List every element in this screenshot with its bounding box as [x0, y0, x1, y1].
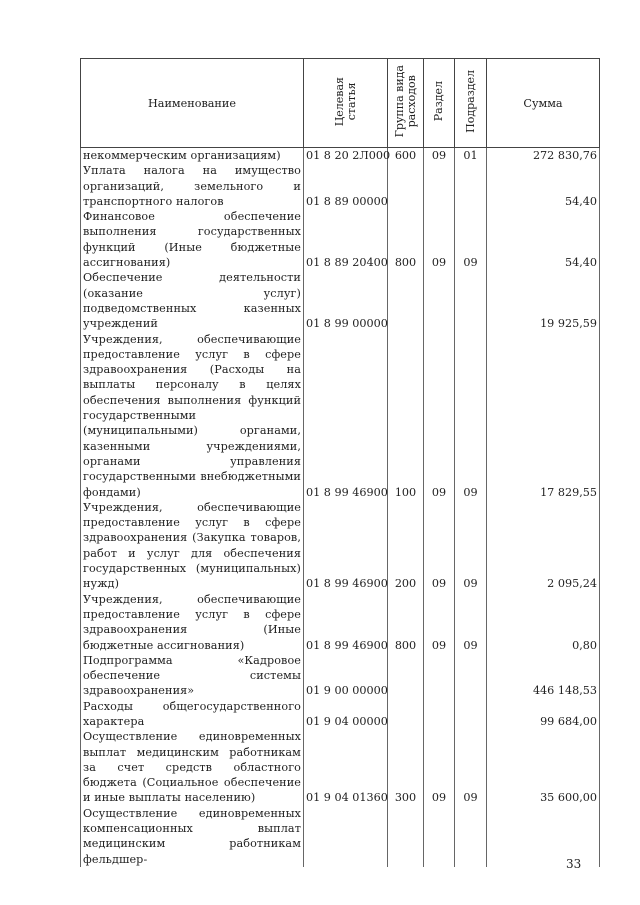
- header-row: [81, 59, 600, 148]
- row-sum: 17 829,55: [487, 332, 600, 500]
- table-row: [81, 653, 600, 699]
- row-section: [424, 653, 455, 699]
- page-number: 33: [566, 857, 582, 871]
- row-sum: 2 095,24: [487, 500, 600, 592]
- row-group: 100: [388, 332, 424, 500]
- row-target: 01 9 04 00000: [304, 699, 388, 730]
- row-target: 01 8 89 20400: [304, 209, 388, 270]
- row-target: 01 9 04 01360: [304, 729, 388, 805]
- row-group: [388, 270, 424, 331]
- row-subsection: 09: [455, 332, 487, 500]
- header-group: Группа вида расходов: [388, 59, 424, 148]
- row-target: 01 8 99 46900: [304, 332, 388, 500]
- row-group: [388, 163, 424, 209]
- row-subsection: 09: [455, 209, 487, 270]
- row-group: 300: [388, 729, 424, 805]
- row-target: 01 8 20 2Л000: [304, 148, 388, 164]
- header-name: Наименование: [81, 59, 304, 148]
- row-name: Учреждения, обеспечивающие предоставление услуг в сфере здравоохранения (Закупка товаров, работ и услуг для обеспечения государственных (муниципальных) нужд): [81, 500, 304, 592]
- header-subsection: Подраздел: [455, 59, 487, 148]
- row-subsection: [455, 653, 487, 699]
- row-section: [424, 806, 455, 867]
- row-sum: 54,40: [487, 209, 600, 270]
- header-section: Раздел: [424, 59, 455, 148]
- table-row: [81, 500, 600, 592]
- row-section: [424, 163, 455, 209]
- row-name: Осуществление единовременных выплат медицинским работникам за счет средств областного бюджета (Социальное обеспечение и иные выплаты населению): [81, 729, 304, 805]
- row-name: Учреждения, обеспечивающие предоставление услуг в сфере здравоохранения (Расходы на выплаты персоналу в целях обеспечения выполнения функций государственными (муниципальными) органами, казенными учреждениями, органами управления государственными внебюджетными фондами): [81, 332, 304, 500]
- row-name: Подпрограмма «Кадровое обеспечение системы здравоохранения»: [81, 653, 304, 699]
- table-row: [81, 699, 600, 730]
- row-sum: [487, 806, 600, 867]
- row-subsection: 09: [455, 592, 487, 653]
- row-sum: 54,40: [487, 163, 600, 209]
- row-section: [424, 699, 455, 730]
- table-row: [81, 592, 600, 653]
- row-target: 01 8 99 46900: [304, 592, 388, 653]
- row-group: 800: [388, 209, 424, 270]
- row-sum: 446 148,53: [487, 653, 600, 699]
- row-group: 600: [388, 148, 424, 164]
- row-name: Расходы общегосударственного характера: [81, 699, 304, 730]
- header-target: Целевая статья: [304, 59, 388, 148]
- row-subsection: [455, 806, 487, 867]
- row-group: [388, 699, 424, 730]
- row-sum: 19 925,59: [487, 270, 600, 331]
- row-group: 800: [388, 592, 424, 653]
- row-target: 01 8 99 00000: [304, 270, 388, 331]
- row-group: [388, 653, 424, 699]
- row-sum: 0,80: [487, 592, 600, 653]
- row-section: 09: [424, 209, 455, 270]
- row-section: 09: [424, 148, 455, 164]
- row-name: Уплата налога на имущество организаций, земельного и транспортного налогов: [81, 163, 304, 209]
- table-row: [81, 729, 600, 805]
- row-section: [424, 270, 455, 331]
- row-target: [304, 806, 388, 867]
- row-name: Финансовое обеспечение выполнения государственных функций (Иные бюджетные ассигнования): [81, 209, 304, 270]
- table-row: [81, 332, 600, 500]
- row-sum: 272 830,76: [487, 148, 600, 164]
- row-section: 09: [424, 592, 455, 653]
- row-name: Осуществление единовременных компенсационных выплат медицинским работникам фельдшер-: [81, 806, 304, 867]
- row-name: некоммерческим организациям): [81, 148, 304, 164]
- row-section: 09: [424, 332, 455, 500]
- row-group: 200: [388, 500, 424, 592]
- row-target: 01 9 00 00000: [304, 653, 388, 699]
- row-group: [388, 806, 424, 867]
- table-row: [81, 270, 600, 331]
- row-subsection: 09: [455, 729, 487, 805]
- header-sum: Сумма: [487, 59, 600, 148]
- row-subsection: 09: [455, 500, 487, 592]
- row-subsection: [455, 270, 487, 331]
- row-name: Учреждения, обеспечивающие предоставление услуг в сфере здравоохранения (Иные бюджетные ассигнования): [81, 592, 304, 653]
- budget-table: [80, 58, 600, 867]
- row-subsection: [455, 163, 487, 209]
- table-row: [81, 209, 600, 270]
- row-section: 09: [424, 729, 455, 805]
- row-name: Обеспечение деятельности (оказание услуг) подведомственных казенных учреждений: [81, 270, 304, 331]
- row-subsection: [455, 699, 487, 730]
- table-row: [81, 148, 600, 164]
- table-row: [81, 163, 600, 209]
- row-sum: 99 684,00: [487, 699, 600, 730]
- row-section: 09: [424, 500, 455, 592]
- row-subsection: 01: [455, 148, 487, 164]
- row-sum: 35 600,00: [487, 729, 600, 805]
- table-row: [81, 806, 600, 867]
- row-target: 01 8 99 46900: [304, 500, 388, 592]
- row-target: 01 8 89 00000: [304, 163, 388, 209]
